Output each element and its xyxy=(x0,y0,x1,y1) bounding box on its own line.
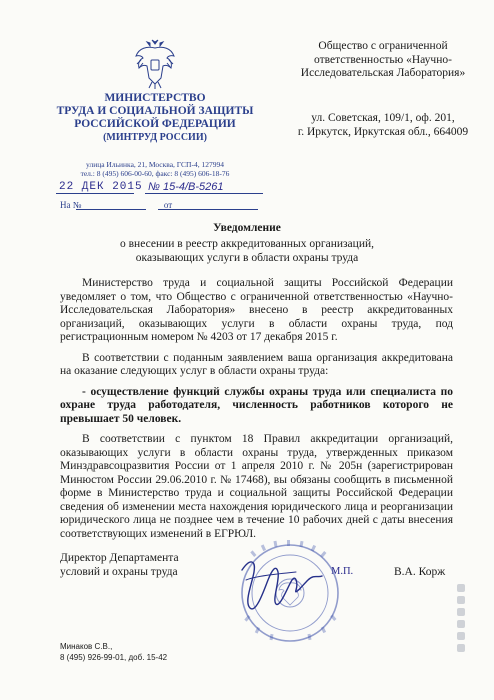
reference-number-line xyxy=(76,209,146,210)
reference-from-label: от xyxy=(163,200,173,210)
stamp-mark-label: М.П. xyxy=(331,566,354,577)
document-title: Уведомление xyxy=(213,222,281,234)
ministry-name-line2: ТРУДА И СОЦИАЛЬНОЙ ЗАЩИТЫ xyxy=(56,105,254,117)
number-underline xyxy=(145,193,263,194)
recipient-address-line2: г. Иркутск, Иркутская обл., 664009 xyxy=(297,125,469,138)
reference-date-line xyxy=(158,209,258,210)
handwritten-signature-icon xyxy=(236,550,326,620)
executor-contact xyxy=(60,641,167,663)
recipient-address xyxy=(283,112,483,139)
signer-position-line2: условий и охраны труда xyxy=(60,566,178,578)
executor-phone: 8 (495) 926-99-01, доб. 15-42 xyxy=(60,653,168,662)
recipient-line3: Исследовательская Лаборатория» xyxy=(300,67,466,79)
ministry-address-line1: улица Ильинка, 21, Москва, ГСП-4, 127994 xyxy=(86,160,224,169)
coat-of-arms-icon xyxy=(133,38,177,90)
serial-number-imprint-icon xyxy=(452,580,470,660)
body-paragraph-services: - осуществление функций службы охраны труда или специалиста по охране труда работодателя, численность работников которого не превышает 50 человек. xyxy=(60,385,453,425)
ministry-name-line1: МИНИСТЕРСТВО xyxy=(104,92,206,104)
document-subject xyxy=(0,238,494,265)
recipient-name xyxy=(283,40,483,81)
body-paragraph-2: В соответствии с поданным заявлением ваша организация аккредитована на оказание следующих услуг в области охраны труда: xyxy=(60,351,453,377)
subject-line1: о внесении в реестр аккредитованных организаций, xyxy=(120,238,374,250)
reference-prefix: На № xyxy=(60,200,82,210)
executor-name: Минаков С.В., xyxy=(60,642,113,651)
signer-name: В.А. Корж xyxy=(394,566,446,578)
ministry-address xyxy=(50,160,260,178)
ministry-short-name: (МИНТРУД РОССИИ) xyxy=(103,132,207,143)
signer-position xyxy=(60,551,240,579)
outgoing-number: № 15-4/В-5261 xyxy=(148,181,224,193)
body-paragraph-1: Министерство труда и социальной защиты Российской Федерации уведомляет о том, что Общество с ограниченной ответственностью «Научно-Исследовательская Лаборатория» внесено в реестр аккредитованных организаций, оказывающих услуги в области охраны труда, под регистрационным номером № 4203 от 17 декабря 2015 г. xyxy=(60,277,453,343)
subject-line2: оказывающих услуги в области охраны труда xyxy=(135,251,359,264)
recipient-address-line1: ул. Советская, 109/1, оф. 201, xyxy=(311,112,455,124)
ministry-name xyxy=(50,92,260,144)
outgoing-date-stamp: 22 ДЕК 2015 xyxy=(59,181,143,193)
body-paragraph-4: В соответствии с пунктом 18 Правил аккредитации организаций, оказывающих услуги в области охраны труда, утвержденных приказом Минздравсоцразвития России от 1 апреля 2010 г. № 205н (зарегистрирован Минюстом России 29.06.2010 г. № 17468), вы обязаны сообщить в письменной форме в Министерство труда и социальной защиты Российской Федерации сведения об изменении места нахождения юридического лица и реорганизации юридического лица не позднее чем в течение 10 рабочих дней с даты внесения соответствующих изменений в ЕГРЮЛ. xyxy=(60,433,453,540)
recipient-line2: ответственностью «Научно- xyxy=(314,53,452,66)
date-underline xyxy=(56,193,134,194)
recipient-line1: Общество с ограниченной xyxy=(318,40,448,52)
ministry-contacts-line: тел.: 8 (495) 606-00-60, факс: 8 (495) 606-18-76 xyxy=(80,169,230,178)
ministry-name-line3: РОССИЙСКОЙ ФЕДЕРАЦИИ xyxy=(74,118,236,130)
signer-position-line1: Директор Департамента xyxy=(60,552,179,564)
letter-body xyxy=(60,277,453,548)
